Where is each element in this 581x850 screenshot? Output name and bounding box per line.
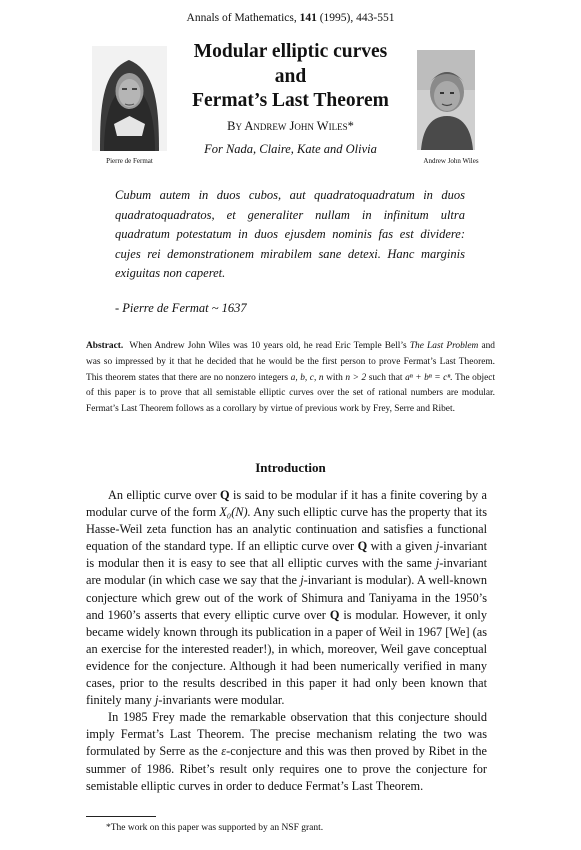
wiles-caption: Andrew John Wiles xyxy=(423,157,479,165)
j-symbol: j xyxy=(155,693,159,708)
j-symbol: j xyxy=(435,556,440,571)
title-line-2: and xyxy=(274,65,307,87)
introduction-paragraph-2 xyxy=(86,709,487,794)
p1-text-f: -invariant are modular (in which case we say that the xyxy=(86,556,488,588)
journal-header xyxy=(0,12,581,24)
j-symbol: j xyxy=(300,573,304,588)
p1-text-c: Any such elliptic curve has the property that its Hasse-Weil zeta function has an analytic continuation and satisfies a functional equation of the standard type. If an elliptic curve over xyxy=(86,505,487,554)
introduction-body xyxy=(86,487,487,795)
abstract-text-1: When Andrew John Wiles was 10 years old, he read Eric Temple Bell’s xyxy=(129,341,407,351)
journal-year-pages: (1995), 443-551 xyxy=(319,12,395,24)
abstract-label: Abstract. xyxy=(86,341,124,351)
journal-name: Annals of Mathematics, xyxy=(186,12,297,24)
p1-text-d: with a given xyxy=(370,539,433,554)
epsilon-symbol: ε xyxy=(221,744,227,759)
introduction-heading: Introduction xyxy=(255,460,326,475)
abstract-text-4: such that xyxy=(368,372,403,383)
abstract-text-5: The object of this paper is to prove that all semistable elliptic curves over the set of rational numbers are modular. Fermat’s Last Theorem follows as a corollary by virtue of previous work by Frey, Serre and Ribet. xyxy=(86,372,496,415)
abstract xyxy=(86,339,495,418)
modular-curve-symbol: X₀(N). xyxy=(219,505,251,520)
abstract-text-3: with xyxy=(326,372,343,383)
author-byline: By Andrew John Wiles* xyxy=(227,119,354,133)
abstract-condition: n > 2 xyxy=(345,372,367,383)
abstract-equation: aⁿ + bⁿ = cⁿ. xyxy=(405,372,453,383)
p1-text-e: -invariant is modular then it is easy to see that all elliptic curves with the same xyxy=(86,539,488,571)
p1-text-a: An elliptic curve over xyxy=(108,488,217,502)
introduction-paragraph-1 xyxy=(86,487,487,709)
rationals-symbol: Q xyxy=(357,539,368,554)
footnote-divider xyxy=(86,816,156,817)
abstract-variables: a, b, c, n xyxy=(290,372,324,383)
title-line-3: Fermat’s Last Theorem xyxy=(192,90,389,111)
abstract-text-2: and was so impressed by it that he decided that he would be the first person to prove Fermat’s Last Theorem. This theorem states that there are no nonzero integers xyxy=(86,341,495,383)
rationals-symbol: Q xyxy=(329,607,340,622)
footnote: *The work on this paper was supported by an NSF grant. xyxy=(106,823,324,833)
p1-text-h: is modular. However, it only became widely known through its publication in a paper of Weil in 1967 [We] (as an exercise for the interested reader!), in which, moreover, Weil gave conceptual evidence for the conjecture. Although it had been numerically verified in many cases, prior to the results described in this paper it had only been known that finitely many xyxy=(86,607,488,708)
paper-title xyxy=(150,40,431,114)
p2-text-b: -conjecture and this was then proved by Ribet in the summer of 1986. Ribet’s result only requires one to prove the conjecture for semistable elliptic curves in order to deduce Fermat’s Last Theorem. xyxy=(86,744,487,793)
p2-text-a: In 1985 Frey made the remarkable observation that this conjecture should imply Fermat’s Last Theorem. The precise mechanism relating the two was formulated by Serre as the xyxy=(86,710,487,759)
j-symbol: j xyxy=(435,539,440,554)
abstract-book-title: The Last Problem xyxy=(409,341,479,351)
rationals-symbol: Q xyxy=(220,488,230,502)
fermat-caption: Pierre de Fermat xyxy=(106,157,153,165)
p1-text-b: is said to be modular if it has a finite covering by a modular curve of the form xyxy=(86,488,488,520)
journal-volume: 141 xyxy=(299,12,317,24)
dedication: For Nada, Claire, Kate and Olivia xyxy=(204,142,377,156)
latin-quote: Cubum autem in duos cubos, aut quadratoquadratum in duos quadratoquadratos, et generaliter nullam in infinitum ultra quadratum potestatum in duos ejusdem nominis fas est dividere: cujes rei demonstrationem mirabilem sane detexi. Hanc marginis exiguitas non caperet. xyxy=(115,188,465,280)
p1-text-i: -invariants were modular. xyxy=(158,693,285,708)
title-line-1: Modular elliptic curves xyxy=(193,41,388,62)
p1-text-g: -invariant is modular). A well-known conjecture which grew out of the work of Shimura and Taniyama in the 1950’s and 1960’s asserts that every elliptic curve over xyxy=(86,573,488,622)
quote-attribution: - Pierre de Fermat ~ 1637 xyxy=(115,301,247,315)
